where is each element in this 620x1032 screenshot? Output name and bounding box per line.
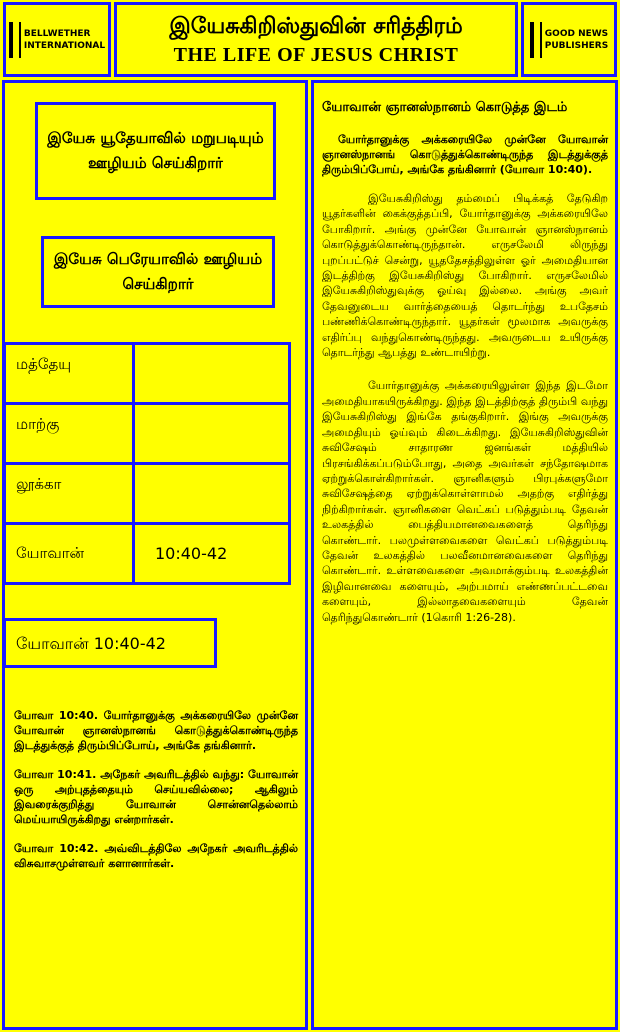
right-logo-line2: PUBLISHERS [544,40,609,51]
gospel-row-mark [3,402,291,465]
scripture-reference-heading: யோவான் 10:40-42 [3,618,217,668]
gospel-ref [135,345,288,402]
bellwether-logo-icon [9,22,21,58]
gospel-row-matthew [3,342,291,405]
left-logo-line2: INTERNATIONAL [23,40,106,51]
section-title-judea: இயேசு யூதேயாவில் மறுபடியும் ஊழியம் செய்கிறார் [35,102,276,200]
gospel-ref: 10:40-42 [155,544,228,563]
gospel-book: மத்தேயு [6,345,135,402]
page-title [114,2,518,77]
bellwether-logo [3,2,111,77]
good-news-logo [521,2,617,77]
good-news-logo-icon [530,22,542,58]
commentary-paragraph: இயேசுகிறிஸ்து தம்மைப் பிடிக்கத் தேடுகிற யூதர்களின் கைக்குத்தப்பி, யோர்தானுக்கு அக்கரையிலே போகிறார். அங்கு முன்னே யோவான் ஞானஸ்நானம் கொடுத்துக்கொண்டிருந்தான். எருசலேமி லிருந்து புறப்பட்டுச் சென்று, யூததேசத்திலுள்ள ஓர் அமைதியான இடத்திற்கு இயேசுகிறிஸ்து போகிறார். எருசலேமில் இயேசுகிறிஸ்துவுக்கு ஓய்வு இல்லை. அங்கு அவர் தேவனுடைய வார்த்தையைத் தொடர்ந்து உபதேசம் பண்ணிக்கொண்டிருந்தார். யூதர்கள் மூலமாக அவருக்கு எதிர்ப்பு வந்துகொண்டிருந்தது. அவருடைய உயிருக்கு தொடர்ந்து ஆபத்து உண்டாயிற்று. [322,192,608,360]
section-title-perea: இயேசு பெரேயாவில் ஊழியம் செய்கிறார் [41,236,275,308]
gospel-ref [135,465,288,522]
gospel-book: மாற்கு [6,405,135,462]
left-logo-line1: BELLWETHER [23,28,91,39]
gospel-book: லூக்கா [6,465,135,522]
gospel-row-luke [3,462,291,525]
commentary-lead: யோர்தானுக்கு அக்கரையிலே முன்னே யோவான் ஞானஸ்நானங் கொடுத்துக்கொண்டிருந்த இடத்துக்குத் திரும்பிப்போய், அங்கே தங்கினார் (யோவா 10:40). [322,133,608,176]
verse-10-40: யோவா 10:40. யோர்தானுக்கு அக்கரையிலே முன்னே யோவான் ஞானஸ்நானங் கொடுத்துக்கொண்டிருந்த இடத்துக்குத் திரும்பிப்போய், அங்கே தங்கினார். [14,709,298,752]
gospel-book: யோவான் [6,525,135,582]
commentary-paragraph: யோர்தானுக்கு அக்கரையிலுள்ள இந்த இடமோ அமைதியாகயிருக்கிறது. இந்த இடத்திற்குத் திரும்பி வந்து இயேசுகிறிஸ்து இங்கே தங்குகிறார். இங்கு அவருக்கு அமைதியும் ஓய்வும் கிடைக்கிறது. இயேசுகிறிஸ்துவின் சுவிசேஷம் சாதாரண ஜனங்கள் மத்தியில் பிரசங்கிக்கப்படும்போது, அதை அவர்கள் சந்தோஷமாக ஏற்றுக்கொள்கிறார்கள். ஞானிகளும் பிரபுக்களுமோ சுவிசேஷத்தை ஏற்றுக்கொள்ளாமல் அதற்கு எதிர்த்து நிற்கிறார்கள். ஞானிகளை வெட்கப் படுத்தும்படி தேவன் உலகத்தில் பைத்தியமானவைகளைத் தெரிந்து கொண்டார். பலமுள்ளவைகளை வெட்கப் படுத்தும்படி தேவன் உலகத்தில் பலவீனமானவைகளை தெரிந்து கொண்டார். உள்ளவைகளை அவமாக்கும்படி உலகத்தின் இழிவானவை களையும், அற்பமாய் எண்ணப்பட்டவை களையும், இல்லாதவைகளையும் தேவன் தெரிந்துகொண்டார் (1கொரி 1:26-28). [322,379,608,624]
scripture-verses [14,708,298,885]
gospel-row-john [3,522,291,585]
title-tamil: இயேசுகிறிஸ்துவின் சரித்திரம் [169,13,463,39]
title-english: THE LIFE OF JESUS CHRIST [173,43,459,66]
gospel-ref [135,405,288,462]
right-logo-line1: GOOD NEWS [544,28,609,39]
commentary-heading: யோவான் ஞானஸ்நானம் கொடுத்த இடம் [322,100,568,115]
commentary [322,98,608,643]
verse-10-41: யோவா 10:41. அநேகர் அவரிடத்தில் வந்து: யோவான் ஒரு அற்புதத்தையும் செய்யவில்லை; ஆகிலும் இவரைக்குறித்து யோவான் சொன்னதெல்லாம் மெய்யாயிருக்கிறது என்றார்கள். [14,768,298,826]
verse-10-42: யோவா 10:42. அவ்விடத்திலே அநேகர் அவரிடத்தில் விசுவாசமுள்ளவர் களானார்கள். [14,842,298,870]
